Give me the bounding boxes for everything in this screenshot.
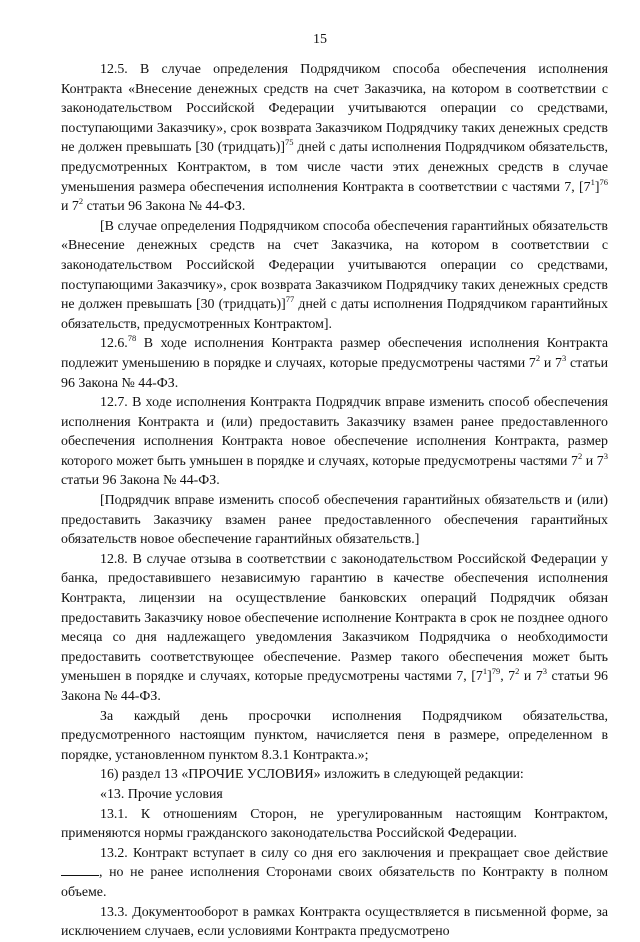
footnote-ref: 75 bbox=[284, 137, 294, 148]
text-run: статьи 96 Закона № 44-ФЗ. bbox=[83, 199, 246, 215]
paragraph-penalty bbox=[61, 707, 608, 766]
text-run: ] bbox=[594, 179, 600, 195]
text-run: 13.2. Контракт вступает в силу со дня его заключения и прекращает свое действие bbox=[100, 845, 608, 861]
text-run: 13.3. Документооборот в рамках Контракта осуществляется в письменной форме, за исключением случаев, если условиями Контракта предусмотрено bbox=[61, 904, 608, 940]
text-run: и 7 bbox=[582, 453, 604, 469]
text-run: дней с даты исполнения Подрядчиком гарантийных обязательств, предусмотренных Контрактом]. bbox=[61, 297, 608, 332]
paragraph-13-2 bbox=[61, 844, 608, 903]
text-run: ] bbox=[487, 669, 492, 685]
text-run: статьи 96 Закона № 44-ФЗ. bbox=[61, 669, 609, 704]
footnote-ref: 3 bbox=[603, 450, 608, 461]
paragraph-amendment-16 bbox=[61, 765, 608, 785]
footnote-ref: 2 bbox=[535, 352, 541, 363]
text-run: 12.5. В случае определения Подрядчиком способа обеспечения исполнения Контракта «Внесение денежных средств на счет Заказчика, на котором в соответствии с законодательством Российской Федерации учитываются операции со средствами, поступающими Заказчику», срок возврата Заказчиком Подрядчику таких денежных средств не должен превышать [30 (тридцать)] bbox=[61, 62, 608, 156]
text-run: и 7 bbox=[540, 355, 562, 371]
paragraph-12-5 bbox=[61, 60, 608, 217]
text-run: 16) раздел 13 «ПРОЧИЕ УСЛОВИЯ» изложить в следующей редакции: bbox=[100, 767, 524, 783]
text-run: 12.8. В случае отзыва в соответствии с законодательством Российской Федерации у банка, предоставившего независимую гарантию в качестве обеспечения исполнения Контракта, лицензии на осуществление банковских операций Подрядчик обязан предоставить Заказчику новое обеспечение исполнение Контракта в срок не позднее одного месяца со дня надлежащего уведомления Заказчиком Подрядчика о необходимости предоставить соответствующее обеспечение. Размер такого обеспечения может быть уменьшен в порядке и случаях, которые предусмотрены частями 7, [7 bbox=[61, 551, 608, 685]
text-run: 13.1. К отношениям Сторон, не урегулированным настоящим Контрактом, применяются нормы гражданского законодательства Российской Федерации. bbox=[61, 806, 608, 842]
footnote-ref: 2 bbox=[515, 666, 520, 677]
paragraph-12-6 bbox=[61, 334, 608, 393]
text-run: [В случае определения Подрядчиком способа обеспечения гарантийных обязательств «Внесение денежных средств на счет Заказчика, на котором в соответствии с законодательством Российской Федерации учитываются операции со средствами, поступающими Заказчику», срок возврата Заказчиком Подрядчику таких денежных средств не должен превышать [30 (тридцать)] bbox=[61, 218, 608, 313]
footnote-ref: 77 bbox=[285, 294, 295, 305]
text-run: и 7 bbox=[61, 199, 79, 215]
blank-field bbox=[61, 863, 99, 876]
text-run: [Подрядчик вправе изменить способ обеспечения гарантийных обязательств и (или) предоставить Заказчику взамен ранее предоставленного обеспечения гарантийных обязательств новое обеспечение гарантийных обязательств.] bbox=[61, 493, 608, 548]
page-number: 15 bbox=[313, 32, 327, 47]
footnote-ref: 2 bbox=[78, 196, 84, 207]
footnote-ref: 79 bbox=[491, 666, 501, 677]
text-run: «13. Прочие условия bbox=[100, 786, 223, 802]
paragraph-warranty-change bbox=[61, 491, 608, 550]
text-run: , но не ранее исполнения Сторонами своих обязательств по Контракту в полном объеме. bbox=[61, 865, 608, 900]
text-run: 12.6. bbox=[100, 336, 128, 352]
footnote-ref: 1 bbox=[590, 176, 595, 187]
paragraph-12-7 bbox=[61, 393, 608, 491]
text-run: За каждый день просрочки исполнения Подрядчиком обязательства, предусмотренного настоящим пунктом, начисляется пеня в размере, определенном в порядке, установленном пунктом 8.3.1 Контракта.»; bbox=[61, 708, 608, 763]
document-body bbox=[61, 60, 608, 942]
text-run: дней с даты исполнения Подрядчиком обязательств, предусмотренных Контрактом, в том числе части этих денежных средств в случае уменьшения размера обеспечения исполнения Контракта в соответствии с частями 7, [7 bbox=[61, 140, 608, 195]
text-run: статьи 96 Закона № 44-ФЗ. bbox=[61, 473, 220, 489]
footnote-ref: 3 bbox=[542, 666, 548, 677]
section-13-heading bbox=[61, 785, 608, 805]
paragraph-12-8 bbox=[61, 550, 608, 707]
paragraph-13-3 bbox=[61, 903, 608, 942]
text-run: 12.7. В ходе исполнения Контракта Подрядчик вправе изменить способ обеспечения исполнения Контракта и (или) предоставить Заказчику взамен ранее предоставленного обеспечения исполнения Контракта новое обеспечение исполнения Контракта, размер которого может быть умньшен в порядке и случаях, которые предусмотрены частями 7 bbox=[61, 395, 608, 469]
paragraph-warranty-return bbox=[61, 217, 608, 335]
footnote-ref: 76 bbox=[599, 176, 608, 187]
paragraph-13-1 bbox=[61, 805, 608, 844]
text-run: и 7 bbox=[519, 669, 543, 685]
text-run: , 7 bbox=[500, 669, 516, 685]
text-run: В ходе исполнения Контракта размер обеспечения исполнения Контракта подлежит уменьшению в порядке и случаях, которые предусмотрены частями 7 bbox=[61, 336, 608, 371]
footnote-ref: 2 bbox=[577, 450, 583, 461]
footnote-ref: 78 bbox=[127, 333, 137, 344]
footnote-ref: 1 bbox=[482, 666, 488, 677]
footnote-ref: 3 bbox=[561, 352, 567, 363]
text-run: статьи 96 Закона № 44-ФЗ. bbox=[61, 355, 609, 391]
